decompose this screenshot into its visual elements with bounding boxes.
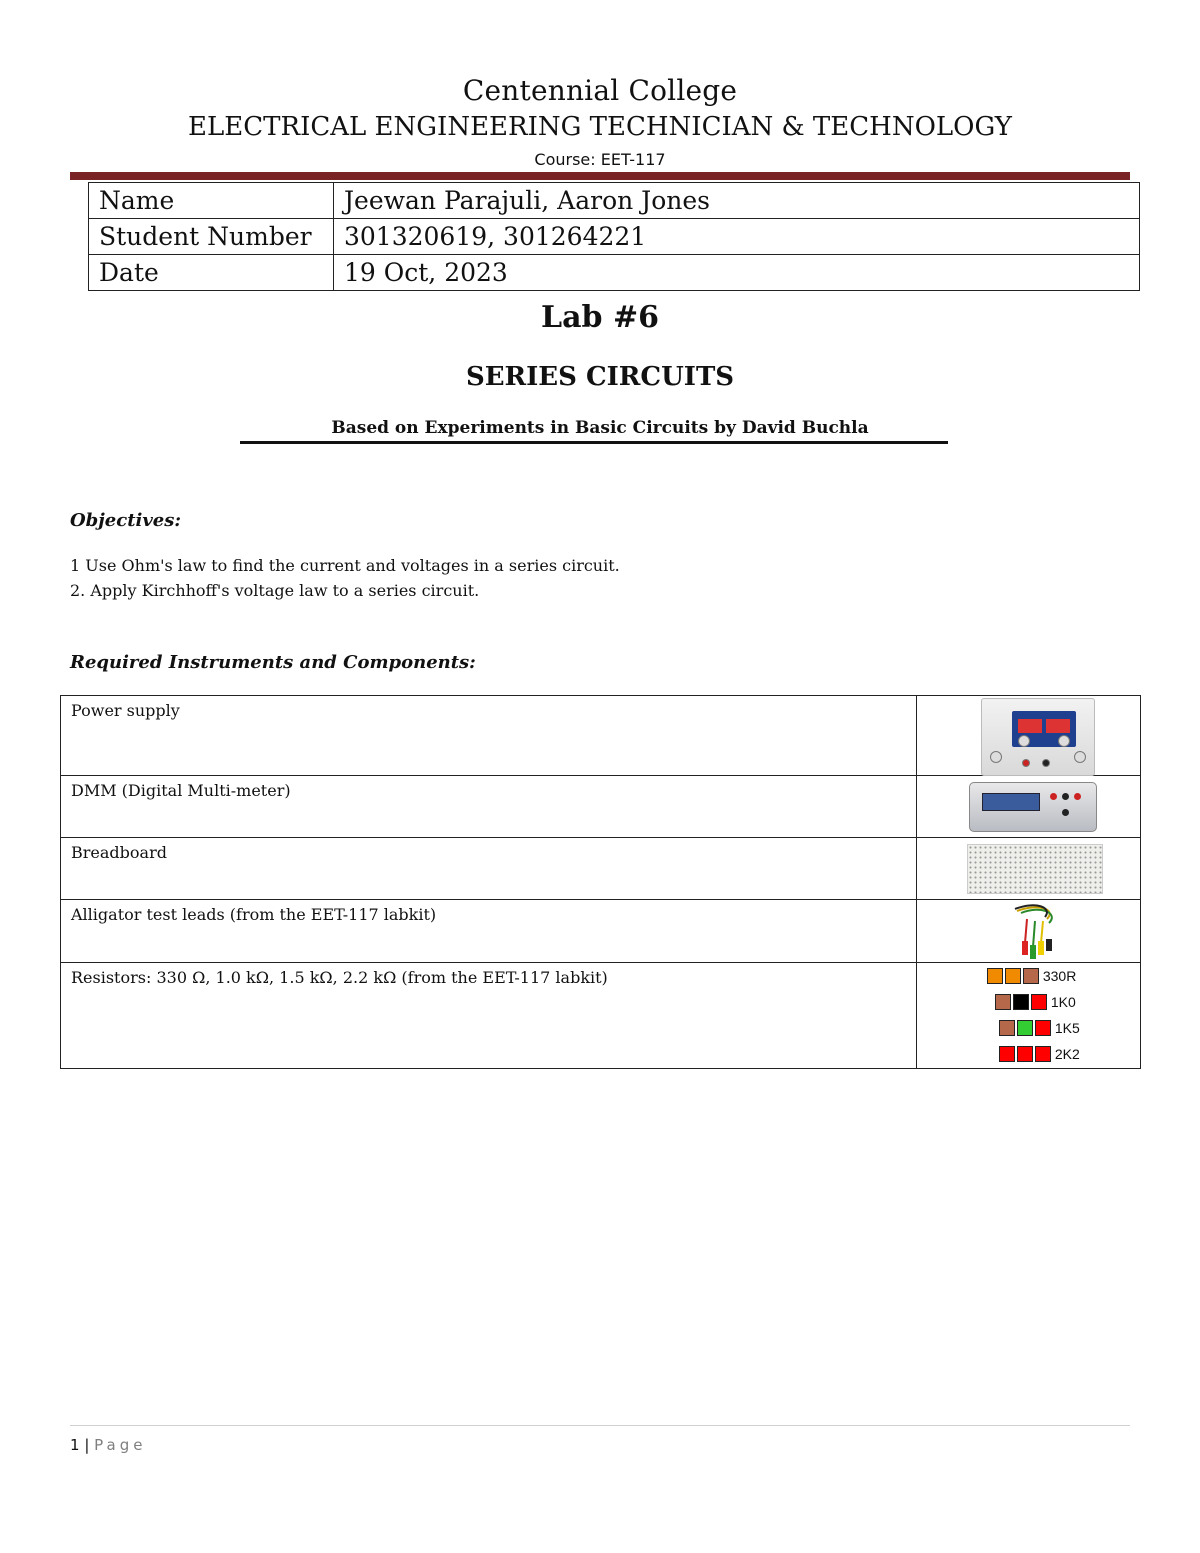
resistor-band — [1017, 1020, 1033, 1036]
lab-title: Lab #6 — [541, 300, 659, 335]
power-supply-image-cell — [916, 696, 1140, 776]
date-label: Date — [89, 255, 334, 291]
resistor-1k5 — [999, 1017, 1080, 1036]
footer-rule — [70, 1425, 1130, 1426]
lab-subtitle: SERIES CIRCUITS — [465, 362, 735, 392]
resistor-code: 2K2 — [1054, 1045, 1080, 1062]
resistor-band — [987, 968, 1003, 984]
requirements-heading: Required Instruments and Components: — [70, 652, 476, 673]
table-row — [61, 696, 1141, 776]
dmm-image-cell — [916, 776, 1140, 838]
resistor-band — [999, 1020, 1015, 1036]
table-row — [61, 838, 1141, 900]
name-value: Jeewan Parajuli, Aaron Jones — [334, 183, 1140, 219]
lab-source: Based on Experiments in Basic Circuits by David Buchla — [331, 418, 869, 438]
student-number-value: 301320619, 301264221 — [334, 219, 1140, 255]
breadboard-label: Breadboard — [61, 838, 917, 900]
table-row — [61, 900, 1141, 963]
resistor-band — [1023, 968, 1039, 984]
resistor-330r — [987, 965, 1077, 984]
footer-separator: | — [79, 1436, 95, 1454]
requirements-table — [60, 695, 1141, 1069]
power-supply-label: Power supply — [61, 696, 917, 776]
resistor-code: 330R — [1042, 967, 1077, 984]
page-word: Page — [94, 1436, 147, 1454]
alligator-leads-image-cell — [916, 900, 1140, 963]
alligator-leads-image — [1007, 903, 1063, 961]
power-supply-image — [981, 698, 1095, 776]
resistor-band — [995, 994, 1011, 1010]
resistor-band — [1013, 994, 1029, 1010]
objective-item: 2. Apply Kirchhoff's voltage law to a series circuit. — [70, 581, 480, 600]
college-name: Centennial College — [462, 74, 738, 107]
resistor-code: 1K0 — [1050, 993, 1076, 1010]
resistor-1k0 — [995, 991, 1076, 1010]
student-info-table — [88, 182, 1140, 291]
resistor-code: 1K5 — [1054, 1019, 1080, 1036]
page-number: 1 — [70, 1436, 80, 1454]
objectives-heading: Objectives: — [70, 510, 182, 531]
source-underline — [240, 441, 948, 444]
table-row — [61, 776, 1141, 838]
course-code: Course: EET-117 — [534, 150, 666, 169]
alligator-leads-label: Alligator test leads (from the EET-117 labkit) — [61, 900, 917, 963]
header-rule — [70, 172, 1130, 180]
name-label: Name — [89, 183, 334, 219]
resistor-band — [1005, 968, 1021, 984]
dmm-label: DMM (Digital Multi-meter) — [61, 776, 917, 838]
breadboard-image — [967, 844, 1103, 894]
resistors-label: Resistors: 330 Ω, 1.0 kΩ, 1.5 kΩ, 2.2 kΩ (from the EET-117 labkit) — [61, 963, 917, 1069]
dmm-image — [969, 782, 1097, 832]
resistor-band — [1035, 1020, 1051, 1036]
table-row — [89, 219, 1140, 255]
resistor-band — [999, 1046, 1015, 1062]
resistor-band — [1017, 1046, 1033, 1062]
student-number-label: Student Number — [89, 219, 334, 255]
table-row — [61, 963, 1141, 1069]
resistor-codes-cell — [916, 963, 1140, 1069]
table-row — [89, 255, 1140, 291]
program-title: ELECTRICAL ENGINEERING TECHNICIAN & TECHNOLOGY — [188, 112, 1012, 142]
page-footer — [70, 1436, 146, 1454]
resistor-2k2 — [999, 1043, 1080, 1062]
resistor-band — [1035, 1046, 1051, 1062]
resistor-band — [1031, 994, 1047, 1010]
table-row — [89, 183, 1140, 219]
breadboard-image-cell — [916, 838, 1140, 900]
date-value: 19 Oct, 2023 — [334, 255, 1140, 291]
objective-item: 1 Use Ohm's law to find the current and voltages in a series circuit. — [70, 556, 620, 575]
